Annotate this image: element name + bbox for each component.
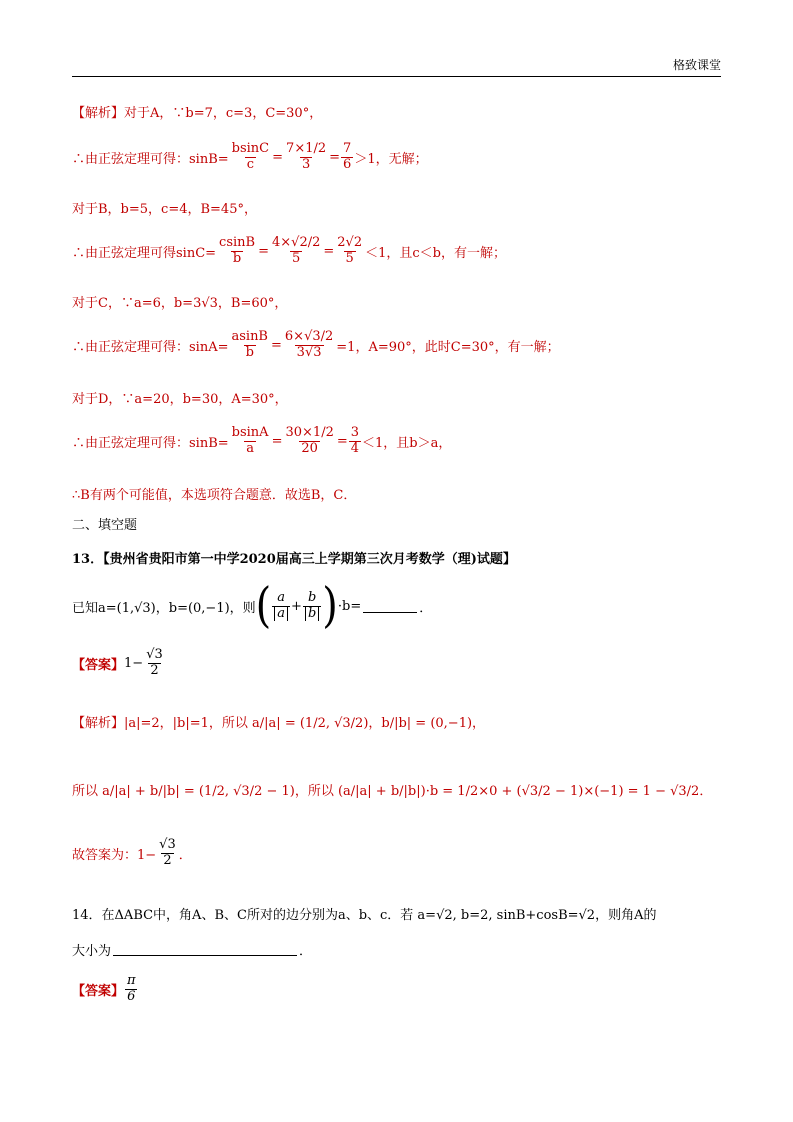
fraction xyxy=(341,142,353,173)
fraction-denominator: 6 xyxy=(343,156,352,172)
fraction-numerator: 6×√3/2 xyxy=(284,329,334,344)
formula-prefix: ∴由正弦定理可得：sinB= xyxy=(72,151,229,167)
fraction-denominator: c xyxy=(246,156,255,172)
fraction-numerator: 4×√2/2 xyxy=(272,235,321,250)
formula-suffix: ＞1，无解； xyxy=(354,151,428,167)
section-heading xyxy=(72,514,137,533)
answer-blank xyxy=(113,943,297,956)
fraction xyxy=(230,426,271,457)
question-13-stem: 已知a=(1,√3)，b=(0,−1)，则 ( $\frac{a}{a}$ + $\frac{b}{b}$ ) ·b= ． xyxy=(72,578,433,634)
fraction-denominator: 4 xyxy=(350,440,360,456)
solution-line-b-formula: ∴由正弦定理可得sinC= $\frac{csinB}{b}$ = $\frac{4\times√2/2}{5}$ = $\frac{2√2}{5}$ ＜1，且c＜b，有一解； xyxy=(72,235,506,266)
fraction-numerator: √3 xyxy=(146,647,163,662)
fraction-numerator: 3 xyxy=(350,425,360,440)
solution-text: ∴B有两个可能值，本选项符合题意．故选B，C． xyxy=(72,488,357,503)
fraction-numerator: 7 xyxy=(343,141,352,156)
solution-line-c xyxy=(72,292,287,311)
solution-text: 故答案为：1− xyxy=(72,847,157,863)
fraction-numerator: bsinA xyxy=(231,425,269,440)
question-source: 13．【贵州省贵阳市第一中学2020届高三上学期第三次月考数学（理)试题】 xyxy=(72,552,516,567)
answer-label: 【答案】 xyxy=(72,983,125,999)
fraction-denominator: 3 xyxy=(301,156,311,172)
solution-line-b xyxy=(72,198,257,217)
formula-prefix: ∴由正弦定理可得sinC= xyxy=(72,245,217,261)
solution-line-a-formula: ∴由正弦定理可得：sinB= $\frac{bsinC}{c}$ = $\frac{7\times 1/2}{3}$ = $\frac{7}{6}$ ＞1，无解； xyxy=(72,141,428,172)
fraction-numerator: csinB xyxy=(219,235,256,250)
formula-suffix: ＜1，且b＞a， xyxy=(362,435,452,451)
solution-line-d xyxy=(72,388,288,407)
fraction xyxy=(284,142,328,173)
fraction xyxy=(217,236,257,267)
fraction-numerator: π xyxy=(127,973,136,988)
solution-text: 【解析】|a|=2，|b|=1，所以 a/|a| = (1/2, √3/2)，b/|b| = (0,−1)， xyxy=(72,716,486,731)
fraction-denominator: 5 xyxy=(345,250,354,266)
question-text: 已知a=(1,√3)，b=(0,−1)，则 xyxy=(72,600,256,616)
fraction-denominator: 2 xyxy=(150,662,159,678)
fraction-denominator: a xyxy=(246,440,254,456)
answer-value: 1− xyxy=(124,655,144,671)
question-13-title xyxy=(72,548,516,567)
question-14-line-2 xyxy=(72,940,312,959)
answer-label: 【答案】 xyxy=(72,657,125,673)
fraction-denominator: 6 xyxy=(127,988,136,1004)
solution-text: 所以 a/|a| + b/|b| = (1/2, √3/2 − 1)，所以 (a/|a| + b/|b|)·b = 1/2×0 + (√3/2 − 1)×(−1) = 1 − √3/2． xyxy=(72,784,713,799)
question-14-line-1 xyxy=(72,904,656,923)
fraction xyxy=(270,236,322,267)
solution-line-d-formula: ∴由正弦定理可得：sinB= $\frac{bsinA}{a}$ = $\frac{30\times 1/2}{20}$ = $\frac{3}{4}$ ＜1，且b＞a， xyxy=(72,425,452,456)
question-text: 14．在ΔABC中，角A、B、C所对的边分别为a、b、c．若 a=√2, b=2, sinB+cosB=√2，则角A的 xyxy=(72,908,657,923)
solution-conclusion xyxy=(72,484,356,503)
fraction-numerator: 7×1/2 xyxy=(286,141,327,156)
solution-text: 对于B，b=5，c=4，B=45°， xyxy=(72,202,257,217)
fraction-denominator: 3√3 xyxy=(296,344,322,360)
fraction-numerator: asinB xyxy=(231,329,268,344)
solution-13-line-2 xyxy=(72,780,712,799)
solution-text: 对于C，∵a=6，b=3√3，B=60°， xyxy=(72,296,288,311)
formula-suffix: =1，A=90°，此时C=30°，有一解； xyxy=(336,339,560,355)
fraction-denominator: 2 xyxy=(163,852,172,868)
question-text: ·b= xyxy=(337,598,362,614)
fraction-numerator: bsinC xyxy=(231,141,270,156)
solution-13-line-1 xyxy=(72,712,485,731)
fraction-denominator: 5 xyxy=(292,250,301,266)
fraction xyxy=(283,330,335,361)
answer-blank xyxy=(363,600,417,613)
header-title: 格致课堂 xyxy=(672,58,721,72)
formula-suffix: ＜1，且c＜b，有一解； xyxy=(365,245,506,261)
fraction xyxy=(335,236,364,267)
solution-13-line-3 xyxy=(72,838,192,869)
solution-line-c-formula: ∴由正弦定理可得：sinA= $\frac{asinB}{b}$ = $\frac{6\times√3/2}{3√3}$ =1，A=90°，此时C=30°，有一解； xyxy=(72,329,560,360)
section-title: 二、填空题 xyxy=(72,518,138,533)
answer-13 xyxy=(72,648,166,679)
solution-text: ． xyxy=(178,847,192,863)
page-header xyxy=(72,54,721,77)
fraction xyxy=(349,426,361,457)
fraction-denominator: b xyxy=(245,344,254,360)
fraction-numerator: 2√2 xyxy=(337,235,363,250)
answer-14 xyxy=(72,974,139,1005)
question-text: 大小为 xyxy=(72,944,112,959)
fraction xyxy=(283,426,335,457)
solution-text: 【解析】对于A，∵b=7，c=3，C=30°， xyxy=(72,106,323,121)
fraction-numerator: √3 xyxy=(159,837,176,852)
question-text: ． xyxy=(419,600,433,616)
fraction-numerator: 30×1/2 xyxy=(285,425,334,440)
fraction xyxy=(229,330,270,361)
solution-text: 对于D，∵a=20，b=30，A=30°， xyxy=(72,392,288,407)
fraction-denominator: 20 xyxy=(301,440,318,456)
question-text: ． xyxy=(299,944,313,959)
fraction xyxy=(230,142,271,173)
formula-prefix: ∴由正弦定理可得：sinA= xyxy=(72,339,229,355)
solution-line-a xyxy=(72,102,322,121)
fraction-denominator: b xyxy=(232,250,242,266)
formula-prefix: ∴由正弦定理可得：sinB= xyxy=(72,435,229,451)
